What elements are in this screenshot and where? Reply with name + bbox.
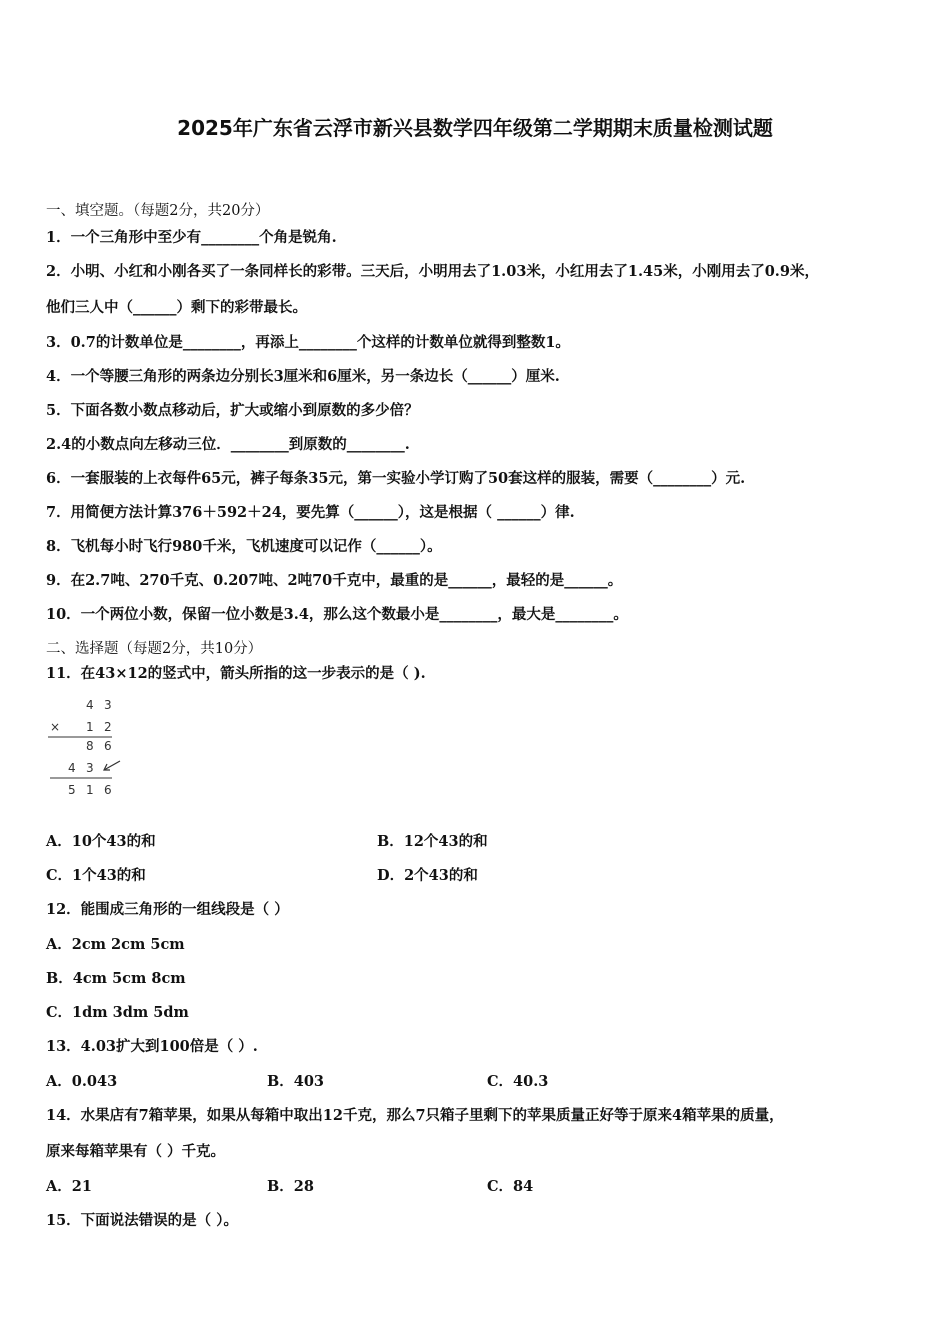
question-1: 1．一个三角形中至少有________个角是锐角.: [46, 229, 337, 246]
q14-option-b[interactable]: B．28: [267, 1178, 314, 1195]
question-5: 5．下面各数小数点移动后，扩大或缩小到原数的多少倍？: [46, 402, 419, 419]
question-3: 3．0.7的计数单位是________，再添上________个这样的计数单位就得到整数1。: [46, 334, 570, 351]
section1-heading: 一、填空题。（每题2分，共20分）: [46, 203, 270, 219]
calc-row5-d1: 5: [68, 783, 76, 797]
calc-operator: ×: [50, 720, 61, 734]
question-5-sub: 2.4的小数点向左移动三位．________到原数的________.: [46, 436, 410, 453]
q11-option-a[interactable]: A．10个43的和: [46, 833, 156, 850]
q11-option-d[interactable]: D．2个43的和: [377, 867, 478, 884]
q13-option-b[interactable]: B．403: [267, 1073, 325, 1090]
question-6: 6．一套服装的上衣每件65元，裤子每条35元，第一实验小学订购了50套这样的服装，需要（________）元.: [46, 470, 746, 487]
question-11: 11．在43×12的竖式中，箭头所指的这一步表示的是（ ).: [46, 665, 426, 682]
calc-row4-d1: 4: [68, 761, 76, 775]
question-9: 9．在2.7吨、270千克、0.207吨、2吨70千克中，最重的是______，最轻的是______。: [46, 572, 623, 589]
q11-option-c[interactable]: C．1个43的和: [46, 867, 146, 884]
calc-row2-d2: 2: [104, 720, 112, 734]
question-10: 10．一个两位小数，保留一位小数是3.4，那么这个数最小是________，最大是________。: [46, 606, 628, 623]
question-2-line1: 2．小明、小红和小刚各买了一条同样长的彩带。三天后，小明用去了1.03米，小红用去了1.45米，小刚用去了0.9米，: [46, 263, 819, 280]
question-14-line1: 14．水果店有7箱苹果，如果从每箱中取出12千克，那么7只箱子里剩下的苹果质量正好等于原来4箱苹果的质量，: [46, 1107, 784, 1124]
calc-row5-d3: 6: [104, 783, 112, 797]
question-4: 4．一个等腰三角形的两条边分别长3厘米和6厘米，另一条边长（______）厘米.: [46, 368, 560, 385]
question-13: 13．4.03扩大到100倍是（ ）.: [46, 1038, 258, 1055]
calc-row1-d2: 3: [104, 698, 112, 712]
calc-row4-d2: 3: [86, 761, 94, 775]
q14-option-a[interactable]: A．21: [46, 1178, 92, 1195]
q12-option-c[interactable]: C．1dm 3dm 5dm: [46, 1004, 189, 1021]
calc-row2-d1: 1: [86, 720, 94, 734]
question-7: 7．用简便方法计算376＋592＋24，要先算（______），这是根据（ ______）律.: [46, 504, 575, 521]
q12-option-b[interactable]: B．4cm 5cm 8cm: [46, 970, 186, 987]
question-15: 15．下面说法错误的是（ ）。: [46, 1212, 238, 1229]
page-title: 2025年广东省云浮市新兴县数学四年级第二学期期末质量检测试题: [177, 116, 773, 140]
calc-row3-d2: 6: [104, 739, 112, 753]
calc-row5-d2: 1: [86, 783, 94, 797]
q14-option-c[interactable]: C．84: [487, 1178, 534, 1195]
q13-option-c[interactable]: C．40.3: [487, 1073, 549, 1090]
question-8: 8．飞机每小时飞行980千米，飞机速度可以记作（______）。: [46, 538, 442, 555]
vertical-multiplication-figure: [46, 693, 126, 803]
question-14-line2: 原来每箱苹果有（ ）千克。: [46, 1143, 226, 1160]
q11-option-b[interactable]: B．12个43的和: [377, 833, 488, 850]
calc-row1-d1: 4: [86, 698, 94, 712]
section2-heading: 二、选择题（每题2分，共10分）: [46, 641, 263, 657]
q12-option-a[interactable]: A．2cm 2cm 5cm: [46, 936, 185, 953]
question-12: 12．能围成三角形的一组线段是（ ）: [46, 901, 289, 918]
question-2-line2: 他们三人中（______）剩下的彩带最长。: [46, 299, 307, 316]
arrow-icon: [104, 761, 120, 770]
calc-row3-d1: 8: [86, 739, 94, 753]
q13-option-a[interactable]: A．0.043: [46, 1073, 118, 1090]
